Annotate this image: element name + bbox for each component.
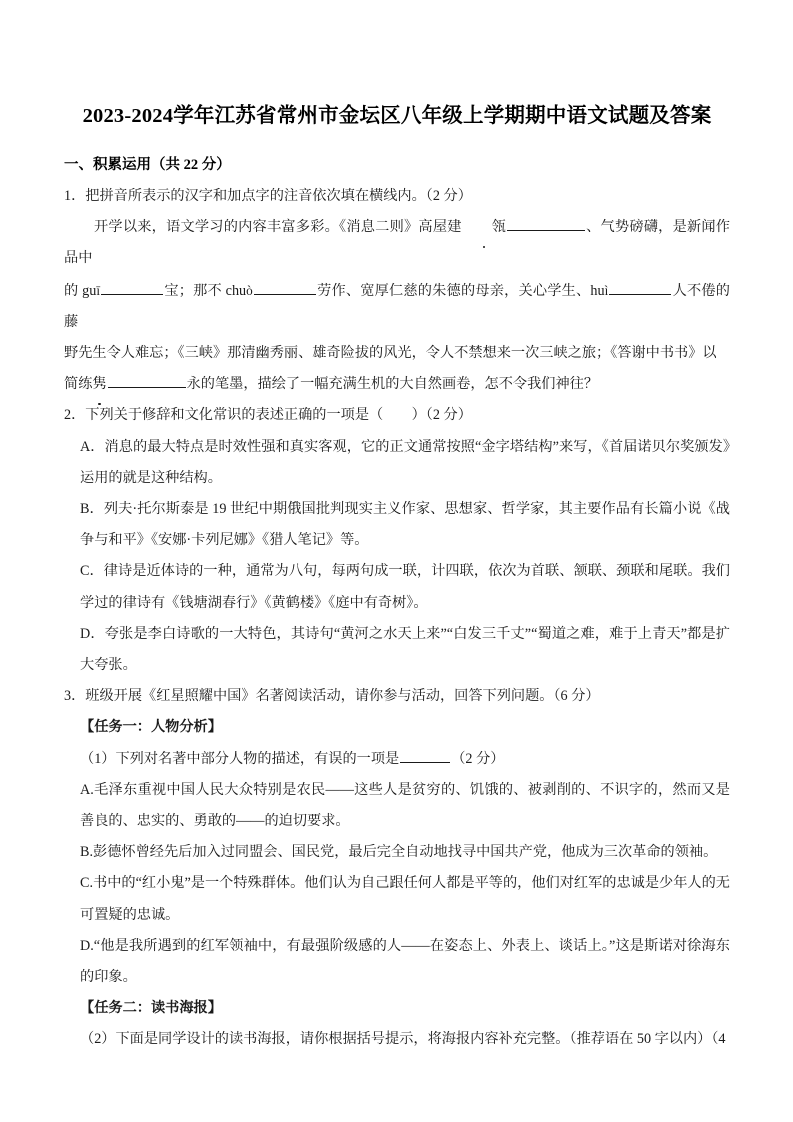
- q1-blank-5[interactable]: [108, 374, 186, 388]
- question-3-stem: 3．班级开展《红星照耀中国》名著阅读活动，请你参与活动，回答下列问题。（6 分）: [64, 688, 600, 705]
- question-2-option-c[interactable]: C．律诗是近体诗的一种，通常为八句，每两句成一联，计四联，依次为首联、颔联、颈联和尾联。我们学过的律诗有《钱塘湖春行》《黄鹤楼》《庭中有奇树》。: [80, 563, 730, 611]
- q1-pinyin-hui: ì: [604, 282, 609, 298]
- q1-blank-4[interactable]: [609, 280, 671, 294]
- question-1-stem: 1．把拼音所表示的汉字和加点字的注音依次填在横线内。（2 分）: [64, 188, 472, 204]
- question-3-sub-2-stem: （2）下面是同学设计的读书海报，请你根据括号提示，将海报内容补充完整。（推荐语在 50 字以内）（4: [80, 1031, 726, 1048]
- question-1-body-line-1: [64, 212, 730, 274]
- question-1-body-line-2: [64, 275, 730, 338]
- question-3-option-d[interactable]: D.“他是我所遇到的红军领袖中，有最强阶级感的人——在姿态上、外表上、谈话上。”这是斯诺对徐海东的印象。: [80, 937, 730, 986]
- q1-line1-text-b: 、气势磅礴，是新闻作品中: [64, 219, 730, 267]
- question-2-option-d[interactable]: D．夸张是李白诗歌的一大特色，其诗句“黄河之水天上来”“白发三千丈”“蜀道之难，难于上青天”都是扩大夸张。: [80, 625, 730, 674]
- question-2-stem: 2．下列关于修辞和文化常识的表述正确的一项是（ ）（2 分）: [64, 407, 472, 424]
- question-3-option-a[interactable]: A.毛泽东重视中国人民大众特别是农民——这些人是贫穷的、饥饿的、被剥削的、不识字的，然而又是善良的、忠实的、勇敢的——的迫切要求。: [80, 781, 730, 830]
- q1-line1-text-a: 开学以来，语文学习的内容丰富多彩。《消息二则》高屋建: [94, 219, 462, 236]
- q1-pinyin-chuo: ò: [246, 282, 253, 298]
- q1-blank-2[interactable]: [101, 280, 163, 294]
- q3-sub1-blank[interactable]: [400, 748, 450, 762]
- q1-line2-text-a: 的 gu: [64, 282, 97, 299]
- q3-sub1-text-a: （1）下列对名著中部分人物的描述，有误的一项是: [80, 750, 400, 767]
- q1-line4-text-a: 简练: [64, 376, 93, 393]
- q1-dotted-char-ling: 瓴: [462, 212, 506, 243]
- page-title: 2023-2024学年江苏省常州市金坛区八年级上学期期中语文试题及答案: [82, 105, 712, 127]
- question-2-option-a[interactable]: A．消息的最大特点是时效性强和真实客观，它的正文通常按照“金字塔结构”来写，《首届诺贝尔奖颁发》运用的就是这种结构。: [80, 438, 730, 486]
- page-content: [64, 96, 730, 1056]
- question-1-body-line-4: [64, 369, 730, 400]
- question-3-sub-1-stem: [64, 744, 730, 775]
- q1-blank-1[interactable]: [507, 217, 585, 231]
- question-3-task-2-label: 【任务二：读书海报】: [80, 1000, 222, 1017]
- section-heading-accumulation: 一、积累运用（共 22 分）: [64, 157, 231, 173]
- q1-line2-text-c: 劳作、宽厚仁慈的朱德的母亲，关心学生、hu: [316, 282, 605, 299]
- q1-blank-3[interactable]: [254, 280, 316, 294]
- q1-line4-text-b: 永的笔墨，描绘了一幅充满生机的大自然画卷，怎不令我们神往？: [186, 376, 599, 393]
- question-3-task-1-label: 【任务一：人物分析】: [80, 719, 222, 736]
- q1-dotted-char-juan: 隽: [92, 369, 106, 400]
- question-1-body-line-3: 野先生令人难忘；《三峡》那清幽秀丽、雄奇险拔的风光，令人不禁想来一次三峡之旅；《答谢中书书》以: [64, 345, 717, 362]
- q1-pinyin-gui: ī: [96, 282, 101, 298]
- question-3-option-b[interactable]: B.彭德怀曾经先后加入过同盟会、国民党，最后完全自动地找寻中国共产党，他成为三次革命的领袖。: [80, 844, 718, 861]
- q1-line2-text-d: 人不倦的藤: [64, 282, 730, 330]
- question-3-option-c[interactable]: C.书中的“红小鬼”是一个特殊群体。他们认为自己跟任何人都是平等的，他们对红军的忠诚是少年人的无可置疑的忠诚。: [80, 875, 730, 923]
- q1-line2-text-b: 宝；那不 chu: [164, 282, 247, 299]
- q3-sub1-text-b: （2 分）: [451, 750, 505, 767]
- question-2-option-b[interactable]: B．列夫·托尔斯泰是 19 世纪中期俄国批判现实主义作家、思想家、哲学家，其主要作品有长篇小说《战争与和平》《安娜·卡列尼娜》《猎人笔记》等。: [80, 501, 730, 549]
